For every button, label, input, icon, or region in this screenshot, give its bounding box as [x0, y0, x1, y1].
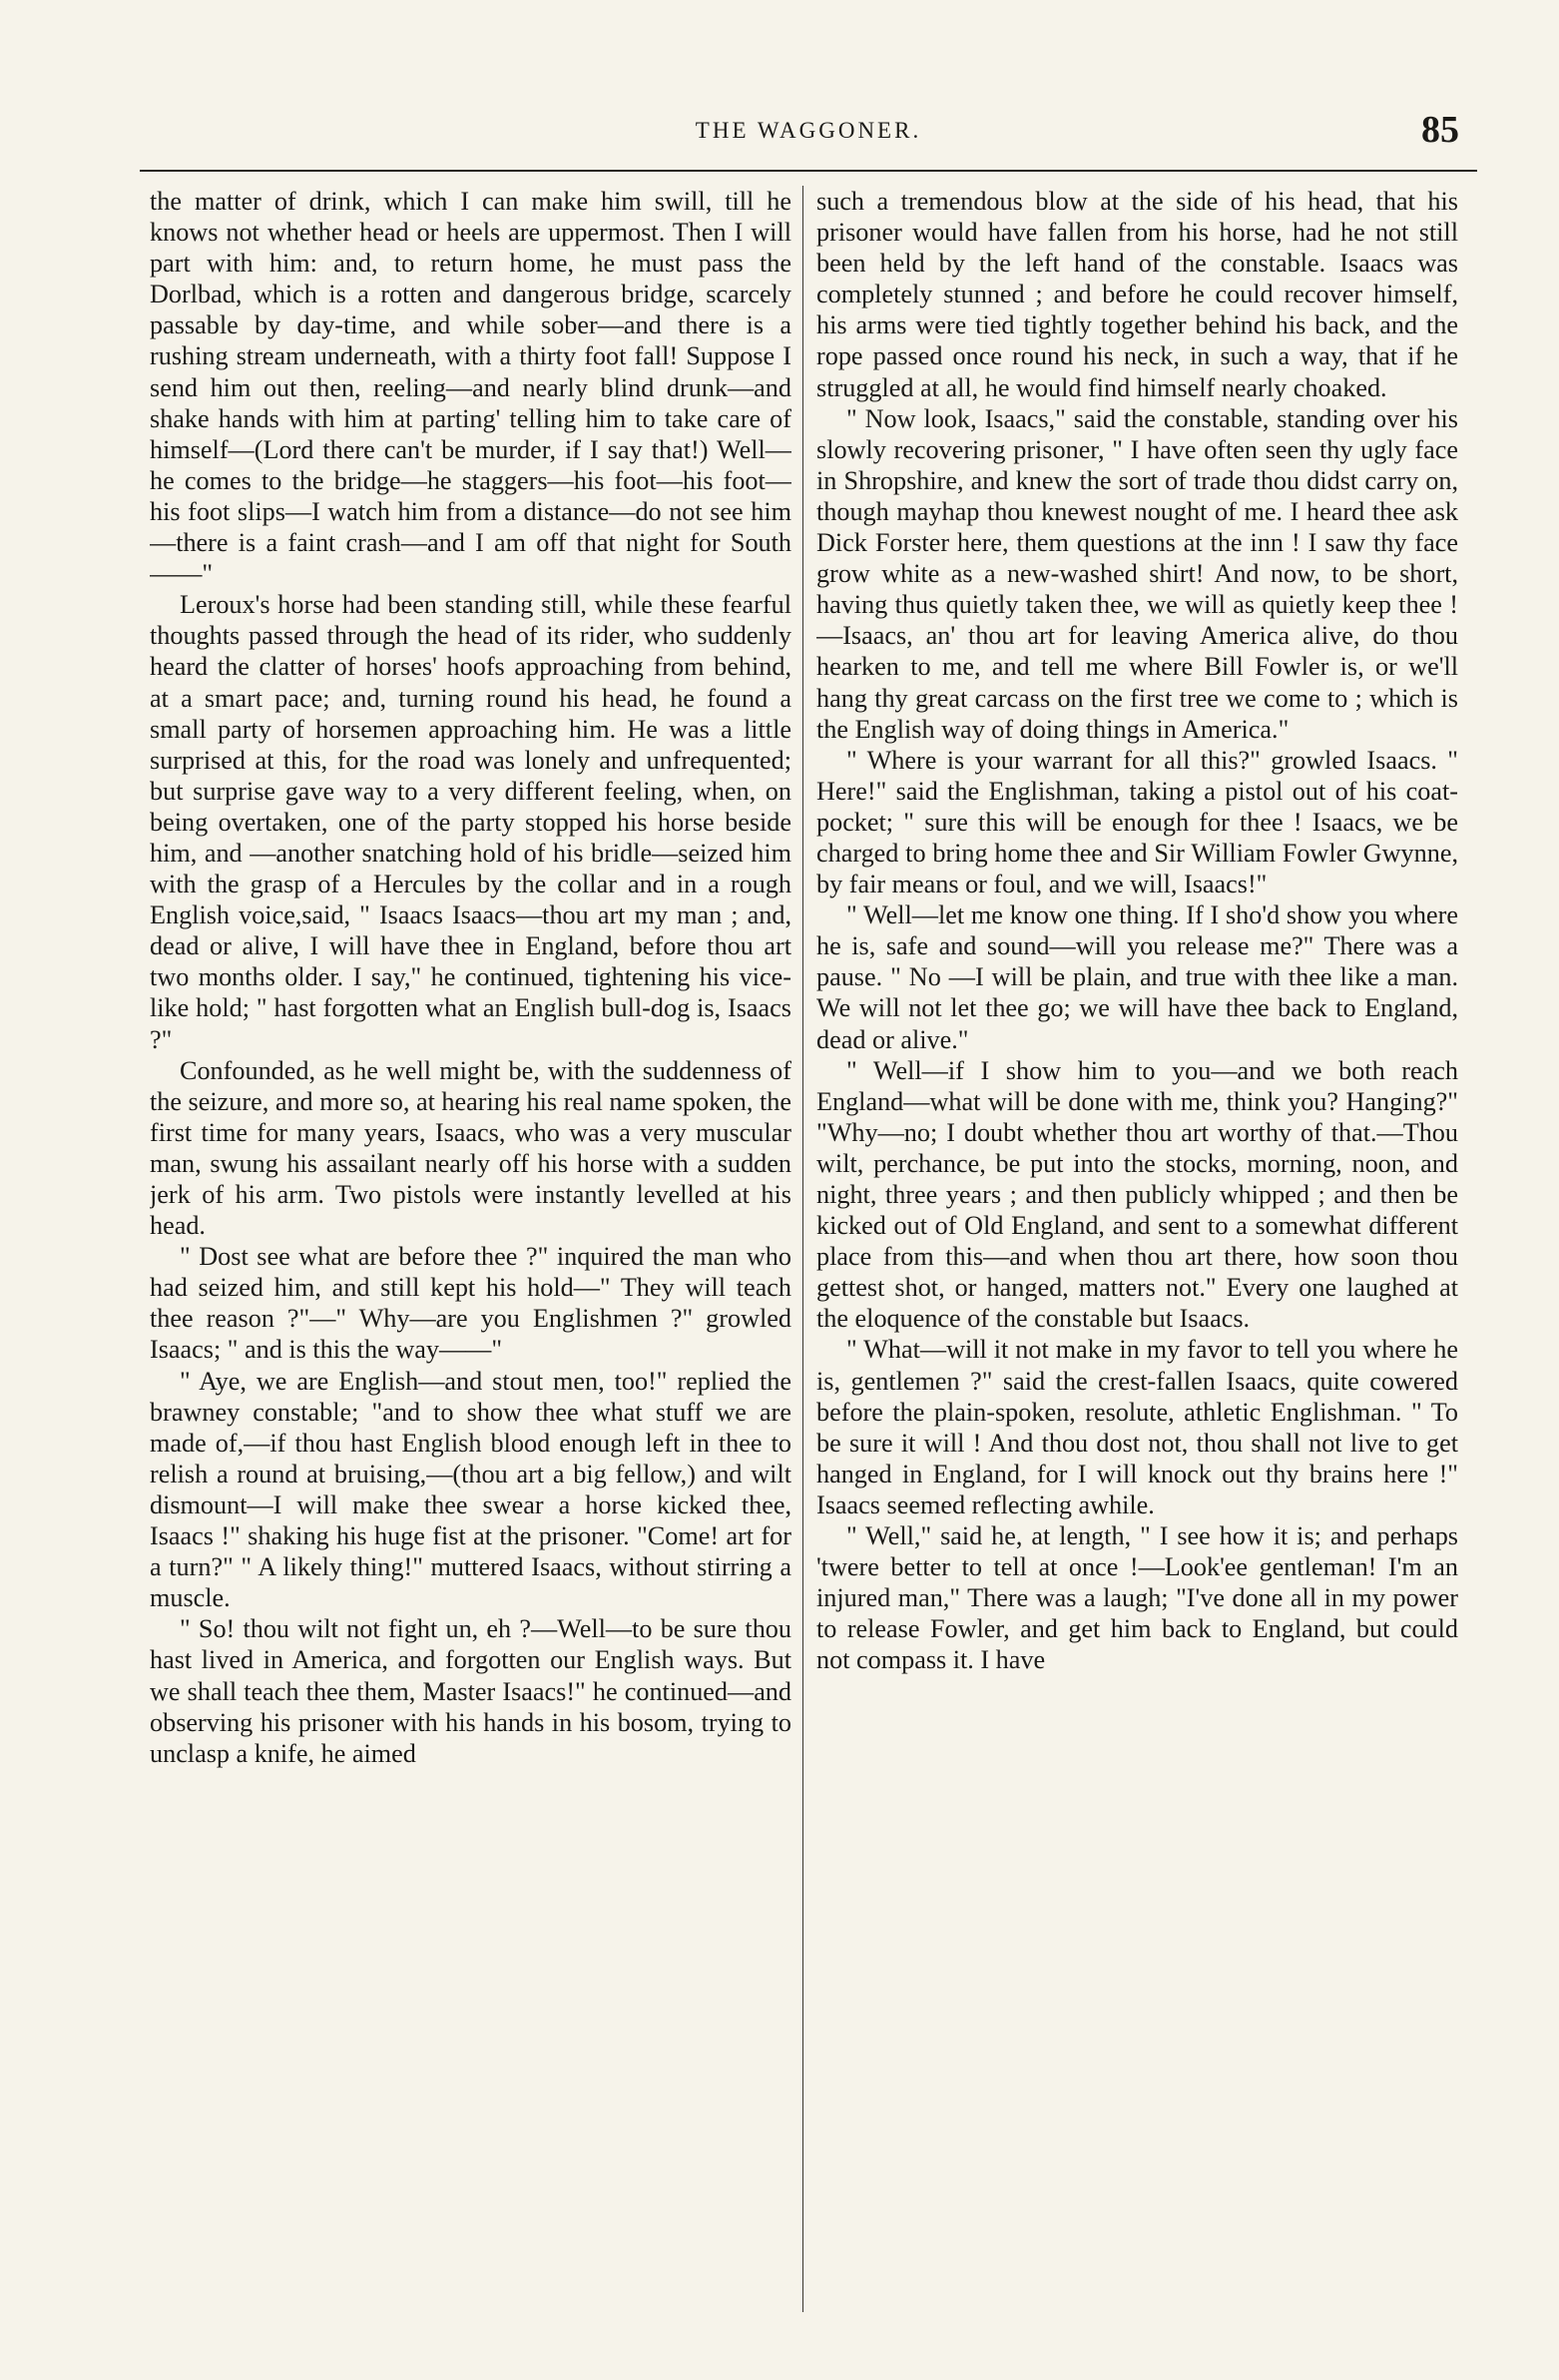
- paragraph: Confounded, as he well might be, with the suddenness of the seizure, and more so, at hearing his real name spoken, the first time for many years, Isaacs, who was a very muscular man, swung his assailant nearly off his horse with a sudden jerk of his arm. Two pistols were instantly levelled at his head.: [150, 1055, 791, 1241]
- paragraph: the matter of drink, which I can make him swill, till he knows not whether head or heels are uppermost. Then I will part with him: and, to return home, he must pass the Dorlbad, which is a rotten and dangerous bridge, scarcely passable by day-time, and while sober—and there is a rushing stream underneath, with a thirty foot fall! Suppose I send him out then, reeling—and nearly blind drunk—and shake hands with him at parting' telling him to take care of himself—(Lord there can't be murder, if I say that!) Well—he comes to the bridge—he staggers—his foot—his foot—his foot slips—I watch him from a distance—do not see him—there is a faint crash—and I am off that night for South——": [150, 187, 791, 589]
- paragraph: such a tremendous blow at the side of his head, that his prisoner would have fallen from his horse, had he not still been held by the left hand of the constable. Isaacs was completely stunned ; and before he could recover himself, his arms were tied tightly together behind his back, and the rope passed once round his neck, in such a way, that if he struggled at all, he would find himself nearly choaked.: [816, 187, 1458, 402]
- running-title: THE WAGGONER.: [695, 118, 922, 143]
- column-divider: [802, 186, 803, 2312]
- paragraph: " Well—if I show him to you—and we both reach England—what will be done with me, think you? Hanging?" "Why—no; I doubt whether thou art worthy of that.—Thou wilt, perchance, be put into the stocks, morning, noon, and night, three years ; and then publicly whipped ; and then be kicked out of Old England, and sent to a somewhat different place from this—and when thou art there, how soon thou gettest shot, or hanged, matters not." Every one laughed at the eloquence of the constable but Isaacs.: [816, 1055, 1458, 1334]
- page-number: 85: [1421, 109, 1459, 151]
- paragraph: " Dost see what are before thee ?" inquired the man who had seized him, and still kept his hold—" They will teach thee reason ?"—" Why—are you Englishmen ?" growled Isaacs; " and is this the way——": [150, 1242, 791, 1365]
- header-rule: [140, 170, 1477, 172]
- running-head: [140, 108, 1477, 158]
- paragraph: " Aye, we are English—and stout men, too!" replied the brawney constable; "and to show thee what stuff we are made of,—if thou hast English blood enough left in thee to relish a round at bruising,—(thou art a big fellow,) and wilt dismount—I will make thee swear a horse kicked thee, Isaacs !" shaking his huge fist at the prisoner. "Come! art for a turn?" " A likely thing!" muttered Isaacs, without stirring a muscle.: [150, 1366, 791, 1613]
- paragraph: Leroux's horse had been standing still, while these fearful thoughts passed through the head of its rider, who suddenly heard the clatter of horses' hoofs approaching from behind, at a smart pace; and, turning round his head, he found a small party of horsemen approaching him. He was a little surprised at this, for the road was lonely and unfrequented; but surprise gave way to a very different feeling, when, on being overtaken, one of the party stopped his horse beside him, and —another snatching hold of his bridle—seized him with the grasp of a Hercules by the collar and in a rough English voice,said, " Isaacs Isaacs—thou art my man ; and, dead or alive, I will have thee in England, before thou art two months older. I say," he continued, tightening his vice-like hold; " hast forgotten what an English bull-dog is, Isaacs ?": [150, 590, 791, 1054]
- right-column: [816, 186, 1458, 2332]
- paragraph: " So! thou wilt not fight un, eh ?—Well—to be sure thou hast lived in America, and forgotten our English ways. But we shall teach thee them, Master Isaacs!" he continued—and observing his prisoner with his hands in his bosom, trying to unclasp a knife, he aimed: [150, 1614, 791, 1768]
- paragraph: " Well—let me know one thing. If I sho'd show you where he is, safe and sound—will you release me?" There was a pause. " No —I will be plain, and true with thee like a man. We will not let thee go; we will have thee back to England, dead or alive.": [816, 900, 1458, 1054]
- paragraph: " Where is your warrant for all this?" growled Isaacs. " Here!" said the Englishman, taking a pistol out of his coat-pocket; " sure this will be enough for thee ! Isaacs, we be charged to bring home thee and Sir William Fowler Gwynne, by fair means or foul, and we will, Isaacs!": [816, 745, 1458, 899]
- paragraph: " Well," said he, at length, " I see how it is; and perhaps 'twere better to tell at once !—Look'ee gentleman! I'm an injured man," There was a laugh; "I've done all in my power to release Fowler, and get him back to England, but could not compass it. I have: [816, 1521, 1458, 1675]
- paragraph: " What—will it not make in my favor to tell you where he is, gentlemen ?" said the crest-fallen Isaacs, quite cowered before the plain-spoken, resolute, athletic Englishman. " To be sure it will ! And thou dost not, thou shall not live to get hanged in England, for I will knock out thy brains here !" Isaacs seemed reflecting awhile.: [816, 1335, 1458, 1519]
- paragraph: " Now look, Isaacs," said the constable, standing over his slowly recovering prisoner, " I have often seen thy ugly face in Shropshire, and knew the sort of trade thou didst carry on, though mayhap thou knewest nought of me. I heard thee ask Dick Forster here, them questions at the inn ! I saw thy face grow white as a new-washed shirt! And now, to be short, having thus quietly taken thee, we will as quietly keep thee !—Isaacs, an' thou art for leaving America alive, do thou hearken to me, and tell me where Bill Fowler is, or we'll hang thy great carcass on the first tree we come to ; which is the English way of doing things in America.": [816, 403, 1458, 744]
- left-column: [150, 186, 791, 2332]
